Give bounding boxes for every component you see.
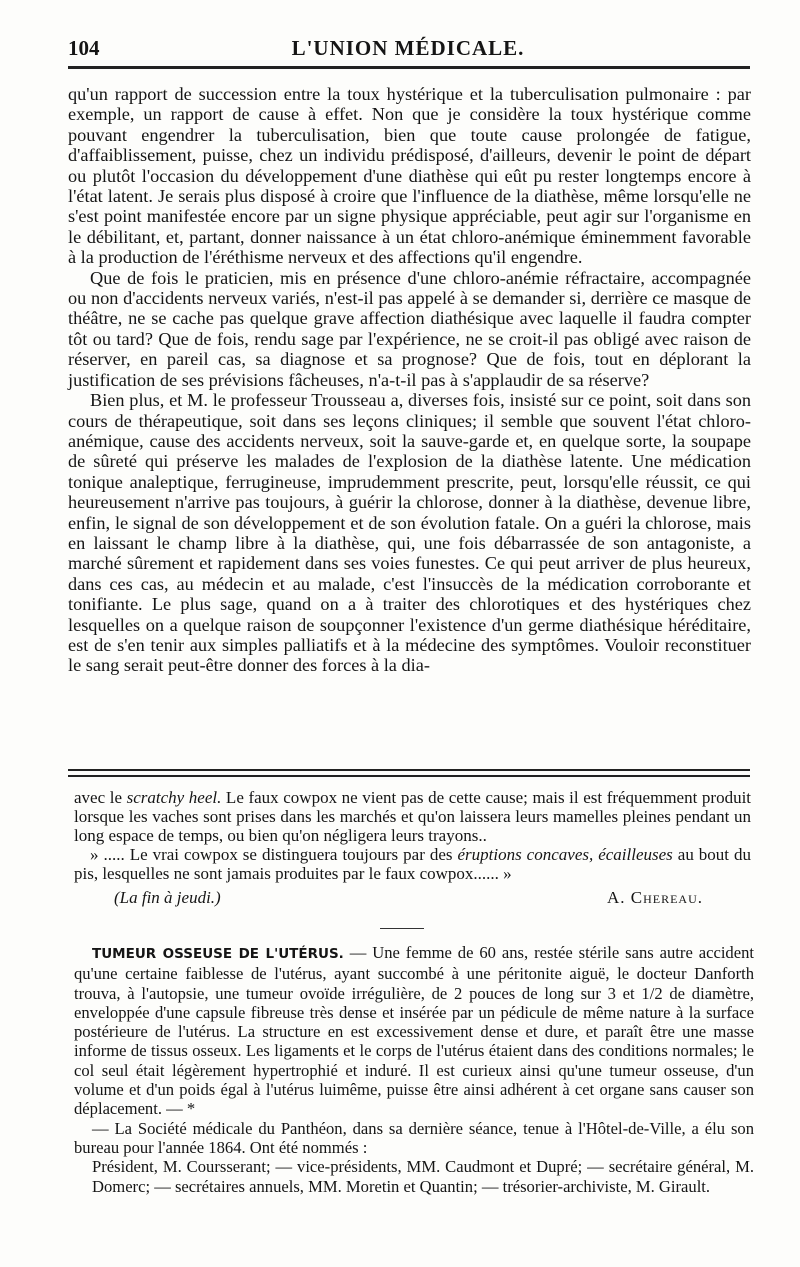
author-signature: A. Chereau. bbox=[606, 888, 703, 907]
article-paragraph-1: qu'un rapport de succession entre la toux hystérique et la tuberculisation pulmonaire : par exemple, un rapport de cause à effet. Non que je considère la toux hystérique comme pouvant engendrer la tuberculisation, bien que toute cause prolongée de fatigue, d'affaiblissement, puisse, chez un individu prédisposé, d'ailleurs, devenir le point de départ ou plutôt l'occasion du développement d'une diathèse qui eût pu rester longtemps encore à l'état latent. Je serais plus disposé à croire que l'influence de la diathèse, même lorsqu'elle ne s'est point manifestée encore par un signe physique appréciable, peut agir sur l'organisme en le débilitant, et, partant, donner naissance à un état chloro-anémique éminemment favorable à la production de l'éréthisme nerveux et des affections qu'il engendre. bbox=[68, 84, 751, 268]
feuilleton-divider-bottom bbox=[68, 775, 750, 777]
feuilleton-text: avec le bbox=[74, 788, 127, 807]
journal-title: L'UNION MÉDICALE. bbox=[291, 36, 525, 60]
feuilleton-signature bbox=[74, 888, 751, 908]
feuilleton-section bbox=[74, 788, 751, 883]
page-header bbox=[68, 36, 748, 62]
news-bureau-list: Président, M. Coursserant; — vice-présidents, MM. Caudmont et Dupré; — secrétaire général, M. Domerc; — secrétaires annuels, MM. Moretin et Quantin; — trésorier-archiviste, M. Girault. bbox=[92, 1157, 754, 1196]
feuilleton-italic: éruptions concaves, écailleuses bbox=[457, 845, 673, 864]
section-separator bbox=[380, 928, 424, 929]
feuilleton-text: Le faux cowpox ne vient pas de cette cause; mais il est fréquemment produit lorsque les vaches sont prises dans les marchés et qu'on laissera leurs mamelles pleines pendant un long espace de temps, ou bien qu'on négligera leurs trayons.. bbox=[74, 788, 752, 845]
news-heading: TUMEUR OSSEUSE DE L'UTÉRUS. bbox=[92, 946, 344, 962]
feuilleton-italic: scratchy heel. bbox=[126, 788, 222, 807]
feuilleton-paragraph-2 bbox=[74, 845, 751, 883]
header-rule bbox=[68, 66, 750, 69]
article-paragraph-3: Bien plus, et M. le professeur Trousseau a, diverses fois, insisté sur ce point, soit dans son cours de thérapeutique, soit dans ses leçons cliniques; il semble que souvent l'état chloro-anémique, cause des accidents nerveux, soit la sauve-garde et, en quelque sorte, la soupape de sûreté qui préserve les malades de l'explosion de la diathèse latente. Une médication tonique analeptique, ferrugineuse, imprudemment prescrite, peut, lorsqu'elle réussit, ce qui heureusement n'arrive pas toujours, à guérir la chlorose, donner à la diathèse, devenue libre, enfin, le signal de son développement et de son évolution fatale. On a guéri la chlorose, mais en laissant le champ libre à la diathèse, qui, une fois débarrassée de son antagoniste, a marché sûrement et rapidement dans ses voies funestes. Ce qui peut arriver de plus heureux, dans ces cas, au médecin et au malade, c'est l'insuccès de la médication corroborante et tonifiante. Le plus sage, quand on a à traiter des chlorotiques et des hystériques chez lesquelles on a quelque raison de soupçonner l'existence d'un germe diathésique héréditaire, est de s'en tenir aux simples palliatifs et à la médecine des symptômes. Vouloir reconstituer le sang serait peut-être donner des forces à la dia- bbox=[68, 390, 751, 676]
continuation-note: (La fin à jeudi.) bbox=[114, 888, 221, 907]
news-section bbox=[74, 943, 754, 1196]
feuilleton-divider-top bbox=[68, 769, 750, 771]
news-item-tumeur bbox=[74, 943, 754, 1119]
article-paragraph-2: Que de fois le praticien, mis en présence d'une chloro-anémie réfractaire, accompagnée ou non d'accidents nerveux variés, n'est-il pas appelé à se demander si, derrière ce masque de théâtre, ne se cache pas quelque grave affection diathésique avec laquelle il faudra compter tôt ou tard? Que de fois, rendu sage par l'expérience, ne se croit-il pas obligé avec raison de réserver, en pareil cas, sa diagnose et sa prognose? Que de fois, tout en déplorant la justification de ses prévisions fâcheuses, n'a-t-il pas à s'applaudir de sa réserve? bbox=[68, 267, 751, 390]
article-body bbox=[68, 84, 751, 676]
news-item-societe: — La Société médicale du Panthéon, dans sa dernière séance, tenue à l'Hôtel-de-Ville, a élu son bureau pour l'année 1864. Ont été nommés : bbox=[74, 1118, 754, 1157]
feuilleton-text: » ..... Le vrai cowpox se distinguera toujours par des bbox=[90, 845, 458, 864]
news-text: — Une femme de 60 ans, restée stérile sans autre accident qu'une certaine faiblesse de l'utérus, ayant succombé à une péritonite aiguë, le docteur Danforth trouva, à l'autopsie, une tumeur ovoïde irrégulière, de 2 pouces de long sur 3 et 1/2 de diamètre, enveloppée d'une capsule fibreuse très dense et insérée par un pédicule de même nature à la surface postérieure de l'utérus. La structure en est excessivement dense et dure, et paraît être une masse informe de tissus osseux. Les ligaments et le corps de l'utérus étaient dans des conditions normales; le col seul était légèrement hypertrophié et induré. Il est curieux ainsi qu'une tumeur osseuse, d'un volume et d'un poids égal à l'utérus luimême, puisse être ainsi adhérent à cet organe sans causer son déplacement. — * bbox=[74, 943, 754, 1119]
page-number: 104 bbox=[68, 36, 100, 60]
feuilleton-paragraph-1 bbox=[74, 788, 751, 845]
feuilleton-text: au bout du pis, lesquelles ne sont jamais produites par le faux cowpox...... » bbox=[74, 845, 751, 883]
